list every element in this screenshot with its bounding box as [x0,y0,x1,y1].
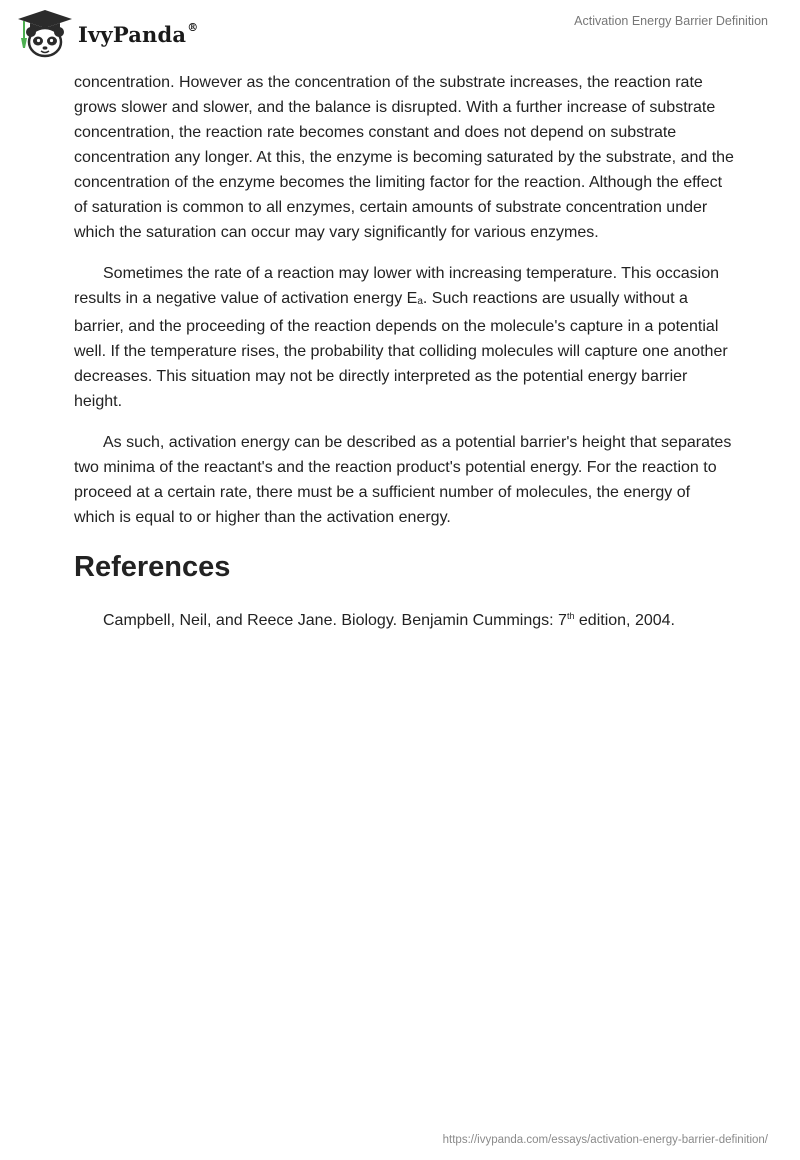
source-url[interactable]: https://ivypanda.com/essays/activation-energy-barrier-definition/ [442,1134,768,1146]
brand-logo[interactable] [14,8,198,58]
document-title: Activation Energy Barrier Definition [574,14,768,28]
essay-content [74,70,734,633]
reference-item: Campbell, Neil, and Reece Jane. Biology. Benjamin Cummings: 7th edition, 2004. [103,611,675,629]
paragraph-2: Sometimes the rate of a reaction may lower with increasing temperature. This occasion results in a negative value of activation energy $E_a$. Such reactions are usually without a barrier, and the proceeding of the reaction depends on the molecule's capture in a potential well. If the temperature rises, the probability that colliding molecules will capture one another decreases. This situation may not be directly interpreted as the potential energy barrier height. [74,265,728,410]
registered-mark: ® [187,20,199,34]
references-heading: References [74,551,231,583]
brand-name: IvyPanda® [78,20,199,47]
subscript-a: a [417,296,423,307]
paragraph-3: As such, activation energy can be described as a potential barrier's height that separates two minima of the reactant's and the reaction product's potential energy. For the reaction to proceed at a certain rate, there must be a sufficient number of molecules, the energy of which is equal to or higher than the activation energy. [74,434,732,526]
page-header [0,0,800,70]
ordinal-suffix: th [566,611,575,621]
paragraph-1: concentration. However as the concentration of the substrate increases, the reaction rate grows slower and slower, and the balance is disrupted. With a further increase of substrate concentration, the reaction rate becomes constant and does not depend on substrate concentration any longer. At this, the enzyme is becoming saturated by the substrate, and the concentration of the enzyme becomes the limiting factor for the reaction. Although the effect of saturation is common to all enzymes, certain amounts of substrate concentration under which the saturation can occur may vary significantly for various enzymes. [74,74,734,241]
panda-graduate-icon [14,8,76,58]
